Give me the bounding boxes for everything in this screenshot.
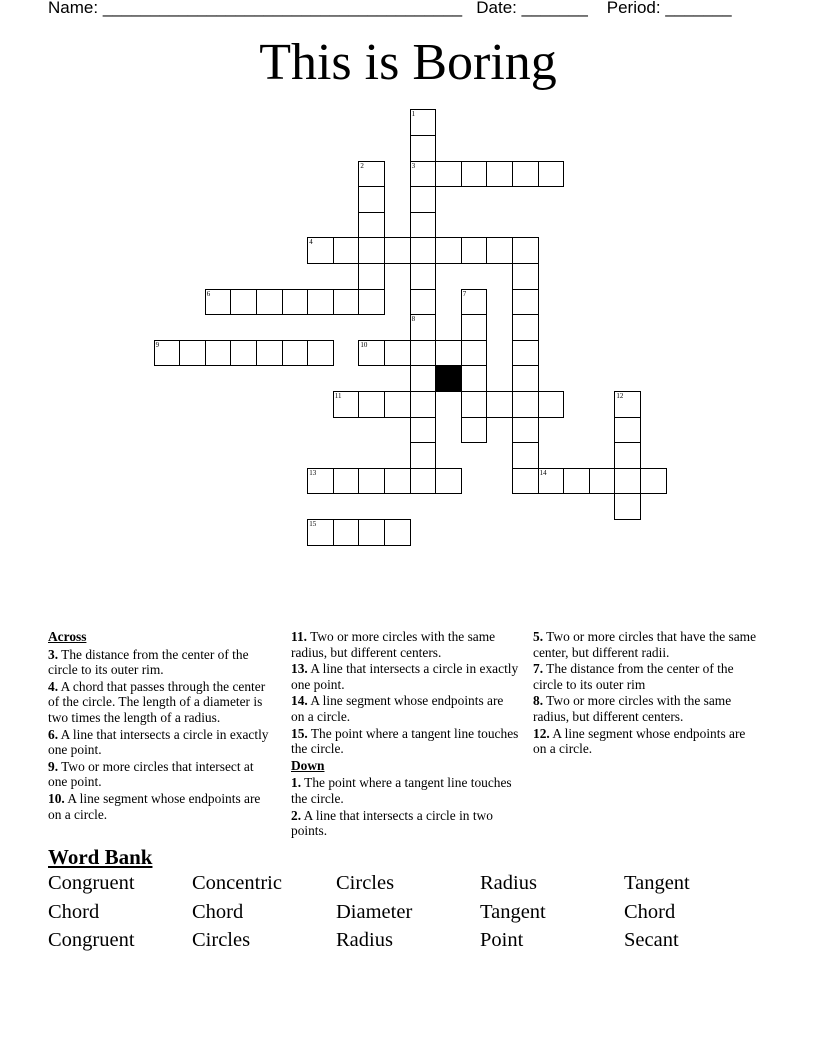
crossword-cell[interactable] [333, 468, 360, 495]
date-label: Date: [476, 0, 517, 17]
crossword-cell[interactable] [307, 340, 334, 367]
clues-column-3 [533, 629, 761, 758]
crossword-cell[interactable] [435, 161, 462, 188]
clue-item-number: 13. [291, 661, 308, 677]
crossword-cell[interactable] [307, 519, 334, 546]
clue-number: 13 [309, 468, 317, 477]
crossword-cell[interactable] [256, 340, 283, 367]
clue-item-text: A line segment whose endpoints are on a circle. [291, 693, 504, 724]
crossword-cell[interactable] [461, 314, 488, 341]
crossword-cell[interactable] [435, 340, 462, 367]
clue-item-number: 6. [48, 726, 59, 742]
clue-item-number: 12. [533, 725, 550, 741]
crossword-cell[interactable] [512, 237, 539, 264]
black-cell [435, 365, 462, 392]
crossword-cell[interactable] [563, 468, 590, 495]
word-bank-word: Radius [480, 872, 537, 894]
crossword-cell[interactable] [410, 135, 437, 162]
crossword-cell[interactable] [614, 417, 641, 444]
crossword-cell[interactable] [410, 417, 437, 444]
crossword-cell[interactable] [614, 493, 641, 520]
clue-item-number: 14. [291, 693, 308, 709]
crossword-cell[interactable] [333, 519, 360, 546]
clue-item [48, 727, 276, 758]
crossword-cell[interactable] [282, 340, 309, 367]
crossword-cell[interactable] [154, 340, 181, 367]
crossword-cell[interactable] [384, 391, 411, 418]
clue-item [533, 629, 761, 660]
clue-item-text: Two or more circles that have the same center, but different radii. [533, 629, 757, 660]
clue-item-number: 3. [48, 646, 59, 662]
clue-item-text: Two or more circles with the same radius, but different centers. [291, 629, 496, 660]
crossword-cell[interactable] [512, 161, 539, 188]
clue-item [533, 693, 761, 724]
crossword-cell[interactable] [358, 391, 385, 418]
date-line: _______ [521, 0, 588, 17]
crossword-cell[interactable] [307, 289, 334, 316]
crossword-cell[interactable] [461, 365, 488, 392]
clue-item [291, 629, 519, 660]
clues-column-1 [48, 629, 276, 823]
clue-section-heading: Across [48, 629, 87, 644]
word-bank [48, 872, 768, 958]
crossword-cell[interactable] [384, 519, 411, 546]
crossword-cell[interactable] [512, 340, 539, 367]
word-bank-word: Concentric [192, 872, 282, 894]
crossword-cell[interactable] [538, 468, 565, 495]
clue-number: 15 [309, 520, 317, 528]
clue-item [533, 726, 761, 757]
period-label: Period: [606, 0, 661, 17]
clue-number: 8 [411, 315, 416, 324]
clue-number: 6 [206, 289, 211, 298]
crossword-cell[interactable] [358, 340, 385, 367]
clue-item-number: 10. [48, 790, 65, 806]
clue-item-number: 5. [533, 629, 544, 644]
word-bank-word: Chord [624, 900, 676, 923]
page-title: This is Boring [259, 34, 557, 91]
clue-item-text: A line segment whose endpoints are on a circle. [48, 790, 261, 822]
crossword-cell[interactable] [410, 109, 437, 136]
crossword-cell[interactable] [384, 468, 411, 495]
clue-item [533, 661, 761, 692]
crossword-cell[interactable] [205, 340, 232, 367]
crossword-cell[interactable] [461, 289, 488, 316]
crossword-cell[interactable] [307, 468, 334, 495]
clue-item-number: 7. [533, 661, 544, 677]
crossword-cell[interactable] [358, 237, 385, 264]
period-line: _______ [665, 0, 732, 17]
clue-number: 1 [411, 110, 416, 119]
clue-item [291, 726, 519, 757]
crossword-cell[interactable] [410, 365, 437, 392]
word-bank-word: Tangent [624, 872, 690, 894]
crossword-cell[interactable] [410, 289, 437, 316]
word-bank-word: Circles [336, 872, 395, 894]
crossword-cell[interactable] [358, 161, 385, 188]
clue-number: 11 [334, 392, 342, 400]
clue-item-text: The point where a tangent line touches the circle. [291, 725, 519, 757]
clue-item-text: Two or more circles that intersect at one point. [48, 758, 254, 790]
clue-item [291, 808, 519, 839]
crossword-cell[interactable] [282, 289, 309, 316]
crossword-cell[interactable] [512, 417, 539, 444]
clue-item [48, 679, 276, 726]
crossword-cell[interactable] [358, 289, 385, 316]
clue-number: 7 [462, 289, 467, 298]
clue-number: 4 [309, 238, 313, 247]
crossword-cell[interactable] [205, 289, 232, 316]
crossword-cell[interactable] [512, 391, 539, 418]
clue-item-number: 2. [291, 807, 302, 823]
crossword-cell[interactable] [512, 289, 539, 316]
crossword-cell[interactable] [512, 263, 539, 290]
word-bank-word: Radius [336, 929, 393, 951]
crossword-cell[interactable] [614, 391, 641, 418]
crossword-cell[interactable] [512, 365, 539, 392]
clue-item [291, 693, 519, 724]
clue-item-text: A line that intersects a circle in exactly one point. [291, 661, 519, 692]
word-bank-word: Chord [48, 900, 100, 923]
clue-number: 3 [411, 161, 416, 170]
crossword-cell[interactable] [410, 161, 437, 188]
word-bank-word: Congruent [48, 929, 135, 951]
crossword-cell[interactable] [410, 263, 437, 290]
crossword-cell[interactable] [538, 161, 565, 188]
clue-item-text: The point where a tangent line touches the circle. [291, 775, 512, 806]
clue-item [291, 775, 519, 806]
word-bank-word: Circles [192, 929, 251, 951]
clue-number: 14 [539, 468, 547, 477]
clue-item [48, 759, 276, 790]
crossword-cell[interactable] [538, 391, 565, 418]
name-label: Name: [48, 0, 99, 17]
crossword-cell[interactable] [512, 468, 539, 495]
crossword-cell[interactable] [461, 237, 488, 264]
clue-number: 12 [616, 392, 624, 400]
clue-item-text: A chord that passes through the center of the circle. The length of a diameter is two times the length of a radius. [48, 678, 266, 725]
crossword-cell[interactable] [461, 417, 488, 444]
crossword-cell[interactable] [410, 391, 437, 418]
crossword-cell[interactable] [358, 519, 385, 546]
crossword-cell[interactable] [614, 468, 641, 495]
clue-item-number: 11. [291, 629, 307, 644]
crossword-cell[interactable] [512, 314, 539, 341]
word-bank-word: Congruent [48, 872, 135, 894]
clue-number: 10 [360, 340, 368, 349]
clue-section-heading: Down [291, 757, 325, 773]
word-bank-word: Diameter [336, 900, 413, 923]
clues-column-2 [291, 629, 519, 840]
clue-item [291, 661, 519, 692]
crossword-cell[interactable] [179, 340, 206, 367]
clue-number: 2 [360, 161, 364, 170]
word-bank-word: Point [480, 929, 524, 951]
crossword-cell[interactable] [358, 263, 385, 290]
crossword-cell[interactable] [256, 289, 283, 316]
crossword-cell[interactable] [230, 340, 257, 367]
crossword-cell[interactable] [333, 289, 360, 316]
clue-item-number: 15. [291, 725, 308, 741]
crossword-cell[interactable] [410, 468, 437, 495]
crossword-cell[interactable] [486, 237, 513, 264]
crossword-cell[interactable] [333, 391, 360, 418]
clue-item-text: A line that intersects a circle in exactly one point. [48, 726, 269, 758]
clue-item-text: A line segment whose endpoints are on a circle. [533, 725, 746, 757]
crossword-cell[interactable] [384, 237, 411, 264]
crossword-cell[interactable] [512, 442, 539, 469]
clue-item-number: 8. [533, 693, 544, 709]
clue-item-number: 4. [48, 678, 59, 694]
clue-item-text: The distance from the center of the circle to its outer rim. [48, 646, 249, 678]
crossword-cell[interactable] [358, 468, 385, 495]
clue-item [48, 791, 276, 822]
clue-item-text: Two or more circles with the same radius, but different centers. [533, 693, 732, 724]
clue-item [48, 647, 276, 678]
clue-item-text: The distance from the center of the circle to its outer rim [533, 661, 734, 692]
word-bank-word: Tangent [480, 900, 546, 923]
word-bank-word: Secant [624, 929, 679, 951]
crossword-cell[interactable] [410, 186, 437, 213]
crossword-cell[interactable] [486, 161, 513, 188]
crossword-cell[interactable] [410, 340, 437, 367]
crossword-cell[interactable] [358, 212, 385, 239]
crossword-cell[interactable] [640, 468, 667, 495]
word-bank-word: Chord [192, 900, 244, 923]
name-line: ______________________________________ [102, 0, 463, 17]
crossword-cell[interactable] [589, 468, 616, 495]
crossword-cell[interactable] [461, 340, 488, 367]
crossword-cell[interactable] [614, 442, 641, 469]
crossword-cell[interactable] [333, 237, 360, 264]
clue-item-number: 1. [291, 775, 302, 791]
crossword-cell[interactable] [410, 212, 437, 239]
clue-number: 9 [155, 340, 160, 349]
crossword-cell[interactable] [230, 289, 257, 316]
clue-item-text: A line that intersects a circle in two points. [291, 807, 493, 839]
crossword-cell[interactable] [486, 391, 513, 418]
crossword-cell[interactable] [384, 340, 411, 367]
word-bank-title: Word Bank [48, 845, 153, 869]
crossword-cell[interactable] [435, 468, 462, 495]
crossword-cell[interactable] [307, 237, 334, 264]
crossword-cell[interactable] [461, 391, 488, 418]
crossword-cell[interactable] [435, 237, 462, 264]
crossword-cell[interactable] [461, 161, 488, 188]
clue-item-number: 9. [48, 758, 59, 774]
crossword-cell[interactable] [410, 237, 437, 264]
crossword-cell[interactable] [358, 186, 385, 213]
crossword-cell[interactable] [410, 442, 437, 469]
crossword-cell[interactable] [410, 314, 437, 341]
